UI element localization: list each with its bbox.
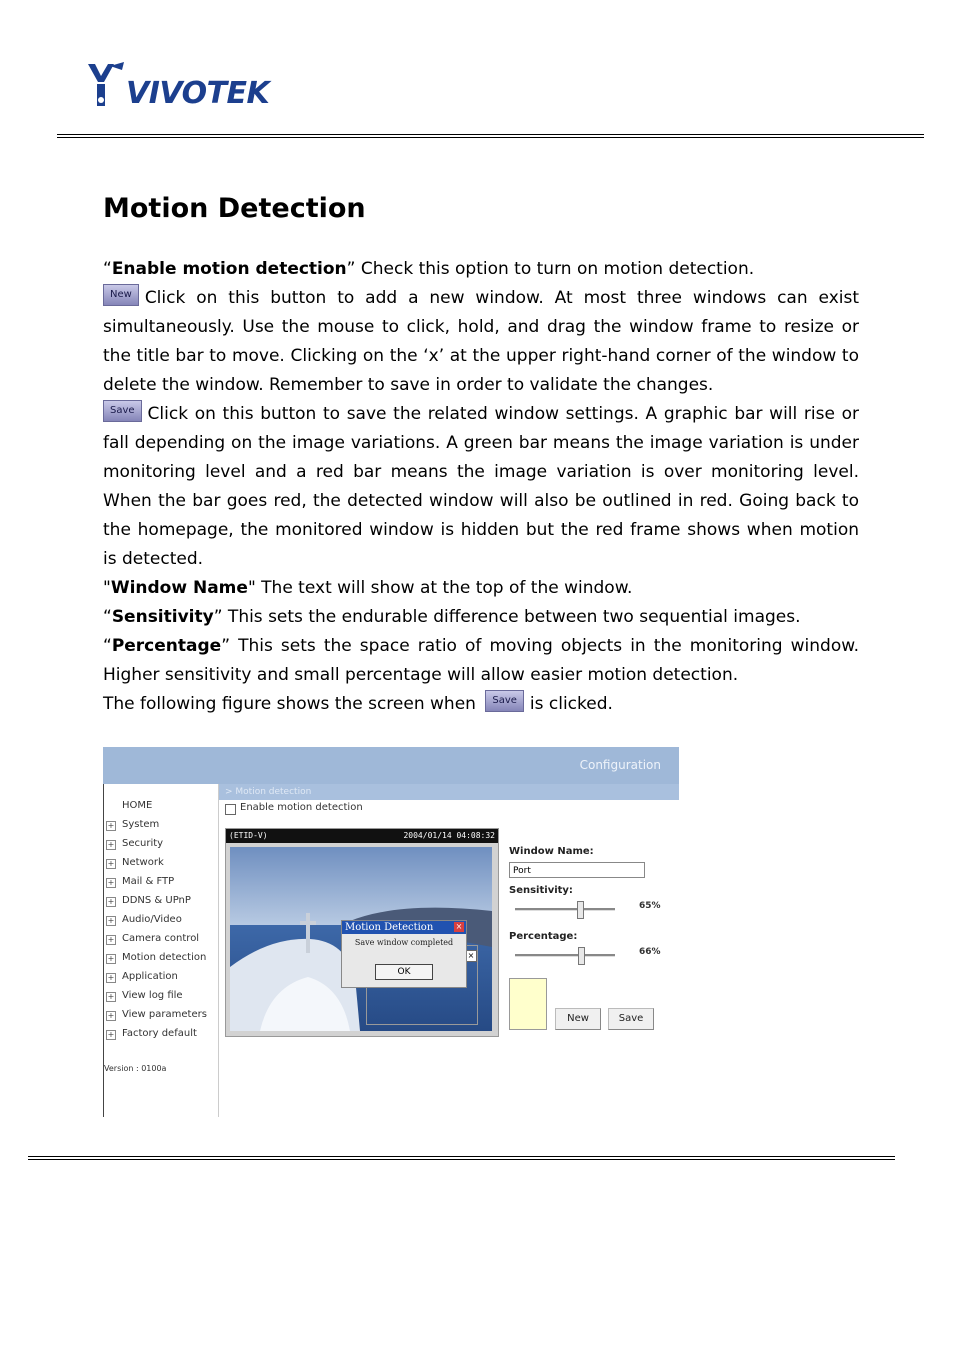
paragraph-sensitivity: “Sensitivity” This sets the endurable difference between two sequential images.: [103, 607, 801, 627]
paragraph-enable: “Enable motion detection” Check this option to turn on motion detection.: [103, 259, 755, 279]
menu-factory-default[interactable]: Factory default: [122, 1028, 197, 1039]
plus-icon[interactable]: +: [107, 935, 115, 944]
dialog-message: Save window completed: [354, 938, 454, 947]
enable-motion-label: Enable motion detection: [240, 802, 363, 813]
sidebar-menu: [103, 784, 219, 1117]
new-button-inline[interactable]: New: [103, 284, 139, 306]
version-text: Version : 0100a: [104, 1064, 167, 1073]
percentage-label: Percentage:: [509, 931, 578, 942]
sensitivity-slider-track[interactable]: [515, 908, 615, 911]
paragraph-save: [103, 400, 859, 574]
body-text: [103, 255, 859, 719]
plus-icon[interactable]: +: [107, 1011, 115, 1020]
percentage-slider-knob[interactable]: [578, 947, 585, 965]
term-percentage: Percentage: [111, 636, 222, 656]
bottom-rule: [28, 1156, 895, 1157]
close-window-icon[interactable]: ×: [465, 950, 477, 962]
menu-network[interactable]: Network: [122, 857, 164, 868]
paragraph-figure-intro: [103, 690, 859, 719]
new-window-button[interactable]: New: [555, 1008, 601, 1030]
video-preview: [225, 828, 499, 1037]
save-completed-dialog: [341, 920, 467, 988]
percentage-slider-track[interactable]: [515, 954, 615, 957]
desc-window-name: " The text will show at the top of the window.: [247, 578, 633, 598]
plus-icon[interactable]: +: [107, 973, 115, 982]
menu-audio-video[interactable]: Audio/Video: [122, 914, 182, 925]
menu-home[interactable]: HOME: [122, 800, 153, 811]
plus-icon[interactable]: +: [107, 954, 115, 963]
video-timestamp: 2004/01/14 04:08:32: [403, 831, 495, 840]
plus-icon[interactable]: +: [107, 821, 115, 830]
menu-mail-ftp[interactable]: Mail & FTP: [122, 876, 175, 887]
camera-id: (ETID-V): [229, 831, 268, 840]
close-icon[interactable]: ×: [455, 922, 463, 931]
plus-icon[interactable]: +: [107, 1030, 115, 1039]
desc-new: Click on this button to add a new window. At most three windows can exist simultaneously. Use the mouse to click, hold, and drag the window frame to resize or the title bar to move. Clicking on the ‘x’ at the upper right-hand corner of the window to delete the window. Remember to save in order to validate the changes.: [103, 288, 859, 395]
paragraph-new: [103, 284, 859, 400]
figure-intro-pre: The following figure shows the screen when: [103, 694, 476, 714]
sensitivity-label: Sensitivity:: [509, 885, 573, 896]
window-name-label: Window Name:: [509, 846, 594, 857]
save-button-inline[interactable]: Save: [103, 400, 142, 422]
menu-ddns-upnp[interactable]: DDNS & UPnP: [122, 895, 191, 906]
screenshot-figure: [103, 747, 679, 1117]
desc-percentage: ” This sets the space ratio of moving objects in the monitoring window. Higher sensitivity and small percentage will allow easier motion detection.: [103, 636, 859, 685]
menu-view-log[interactable]: View log file: [122, 990, 183, 1001]
sensitivity-slider-knob[interactable]: [577, 901, 584, 919]
menu-camera-control[interactable]: Camera control: [122, 933, 200, 944]
page-title: Motion Detection: [103, 193, 366, 224]
sensitivity-value: 65%: [639, 901, 661, 911]
desc-sensitivity: ” This sets the endurable difference between two sequential images.: [213, 607, 801, 627]
motion-level-bar: [509, 978, 547, 1030]
term-window-name: Window Name: [110, 578, 248, 598]
menu-view-parameters[interactable]: View parameters: [122, 1009, 207, 1020]
camera-logo-icon: [86, 62, 126, 112]
menu-application[interactable]: Application: [122, 971, 178, 982]
ok-button[interactable]: OK: [375, 964, 433, 980]
menu-system[interactable]: System: [122, 819, 160, 830]
video-caption-bar: [226, 829, 498, 843]
menu-motion-detection[interactable]: Motion detection: [122, 952, 207, 963]
paragraph-percentage: “Percentage” This sets the space ratio of moving objects in the monitoring window. Higher sensitivity and small percentage will allow easier motion detection.: [103, 636, 859, 685]
plus-icon[interactable]: +: [107, 916, 115, 925]
top-rule: [57, 134, 924, 135]
logo-wordmark: VIVOTEK: [126, 76, 270, 111]
plus-icon[interactable]: +: [107, 992, 115, 1001]
config-header: [103, 747, 679, 784]
save-button-inline-2[interactable]: Save: [485, 690, 524, 712]
percentage-value: 66%: [639, 947, 661, 957]
menu-security[interactable]: Security: [122, 838, 164, 849]
bottom-rule-2: [28, 1159, 895, 1160]
plus-icon[interactable]: +: [107, 840, 115, 849]
vivotek-logo: [86, 62, 291, 112]
desc-enable: ” Check this option to turn on motion detection.: [346, 259, 755, 279]
plus-icon[interactable]: +: [107, 878, 115, 887]
figure-intro-post: is clicked.: [529, 694, 613, 714]
enable-motion-checkbox[interactable]: [225, 804, 236, 815]
term-enable: Enable motion detection: [111, 259, 347, 279]
plus-icon[interactable]: +: [107, 897, 115, 906]
save-window-button[interactable]: Save: [608, 1008, 654, 1030]
config-title: Configuration: [579, 758, 661, 772]
term-sensitivity: Sensitivity: [111, 607, 214, 627]
window-name-input[interactable]: Port: [509, 862, 645, 878]
dialog-title: Motion Detection: [345, 922, 434, 933]
dialog-titlebar: [342, 921, 466, 934]
desc-save: Click on this button to save the related window settings. A graphic bar will rise or fall depending on the image variations. A green bar means the image variation is under monitoring level and a red bar means the image variation is over monitoring level. When the bar goes red, the detected window will also be outlined in red. Going back to the homepage, the monitored window is hidden but the red frame shows when motion is detected.: [103, 404, 859, 569]
top-rule-2: [57, 137, 924, 138]
plus-icon[interactable]: +: [107, 859, 115, 868]
paragraph-window-name: "Window Name" The text will show at the top of the window.: [103, 578, 633, 598]
breadcrumb: > Motion detection: [219, 784, 679, 800]
